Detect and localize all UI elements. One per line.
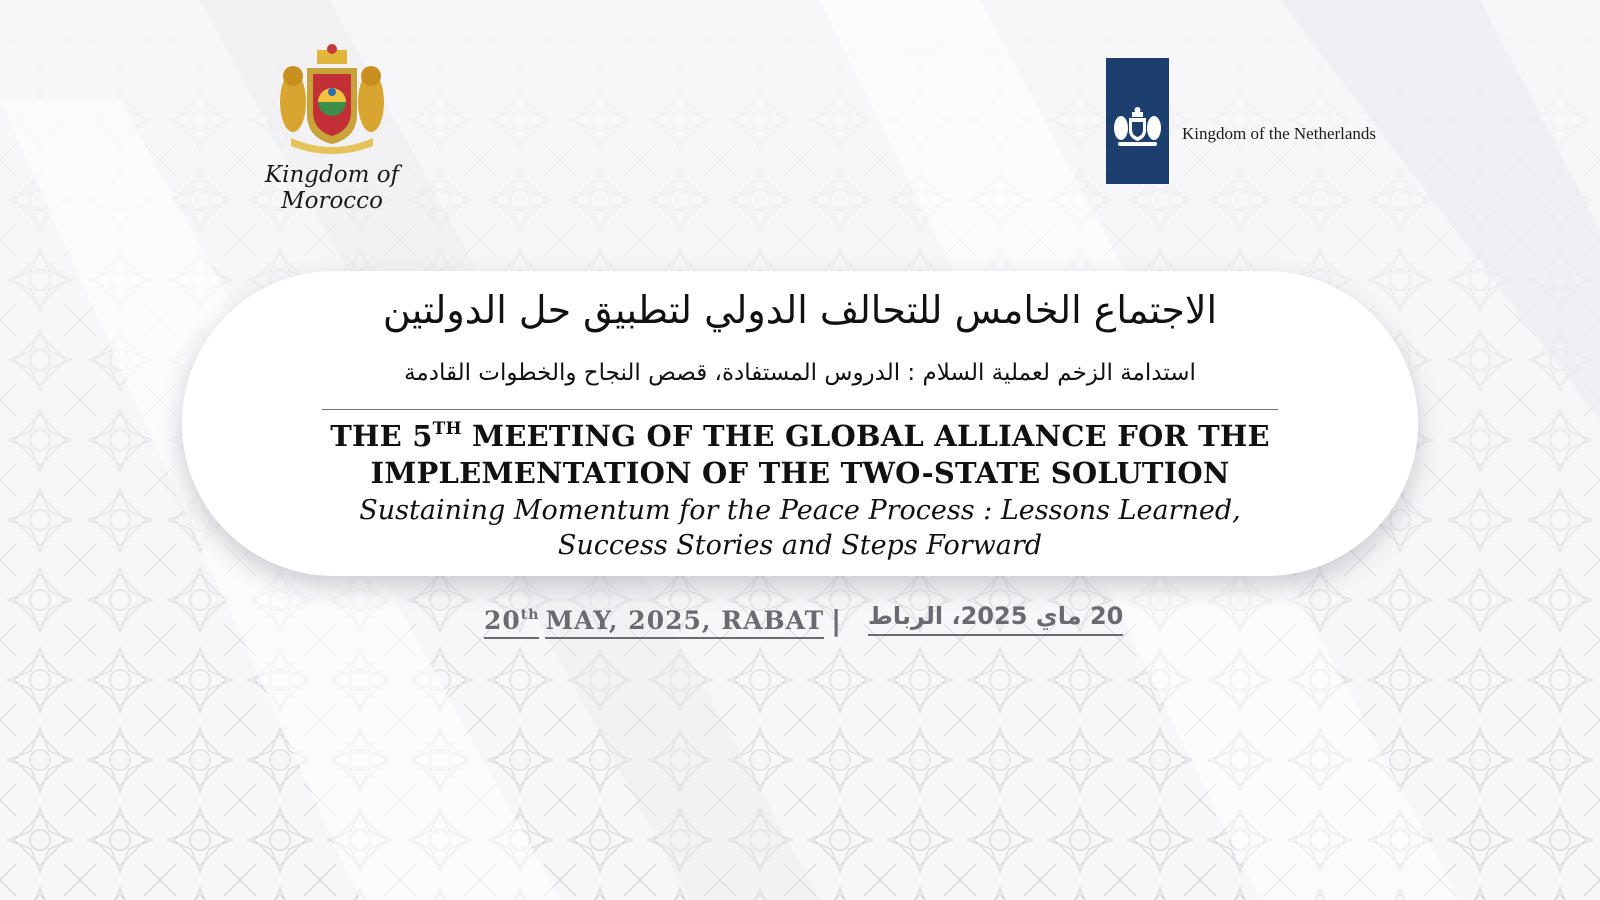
morocco-caption: Kingdom of Morocco: [264, 162, 400, 214]
dutch-royal-coat-of-arms-icon: [1106, 58, 1169, 184]
english-subtitle: [300, 493, 1300, 563]
arabic-date: 20 ماي 2025، الرباط: [868, 602, 1123, 636]
english-title-sup: TH: [432, 419, 462, 439]
moroccan-coat-of-arms-icon: [277, 44, 387, 156]
english-subtitle-line1: Sustaining Momentum for the Peace Process : Lessons Learned,: [359, 495, 1241, 526]
english-title: [300, 418, 1300, 492]
arabic-title: الاجتماع الخامس للتحالف الدولي لتطبيق حل الدولتين: [382, 288, 1218, 332]
english-subtitle-line2: Success Stories and Steps Forward: [557, 530, 1043, 561]
english-title-pre: THE 5: [330, 419, 433, 453]
morocco-logo: [232, 44, 432, 214]
english-date-rest: MAY, 2025, RABAT: [545, 606, 824, 639]
english-title-line2: IMPLEMENTATION OF THE TWO-STATE SOLUTION: [370, 456, 1230, 490]
event-date: [480, 598, 1140, 648]
netherlands-caption: Kingdom of the Netherlands: [1182, 124, 1377, 143]
english-date-day: 20th: [484, 606, 539, 639]
arabic-subtitle: استدامة الزخم لعملية السلام : الدروس المستفادة، قصص النجاح والخطوات القادمة: [404, 360, 1196, 386]
title-divider: [322, 409, 1278, 410]
english-date: [484, 606, 824, 635]
date-separator: |: [831, 604, 842, 637]
english-title-line1: MEETING OF THE GLOBAL ALLIANCE FOR THE: [461, 419, 1270, 453]
netherlands-blue-bar: [1106, 58, 1169, 184]
netherlands-logo: [1106, 58, 1406, 184]
